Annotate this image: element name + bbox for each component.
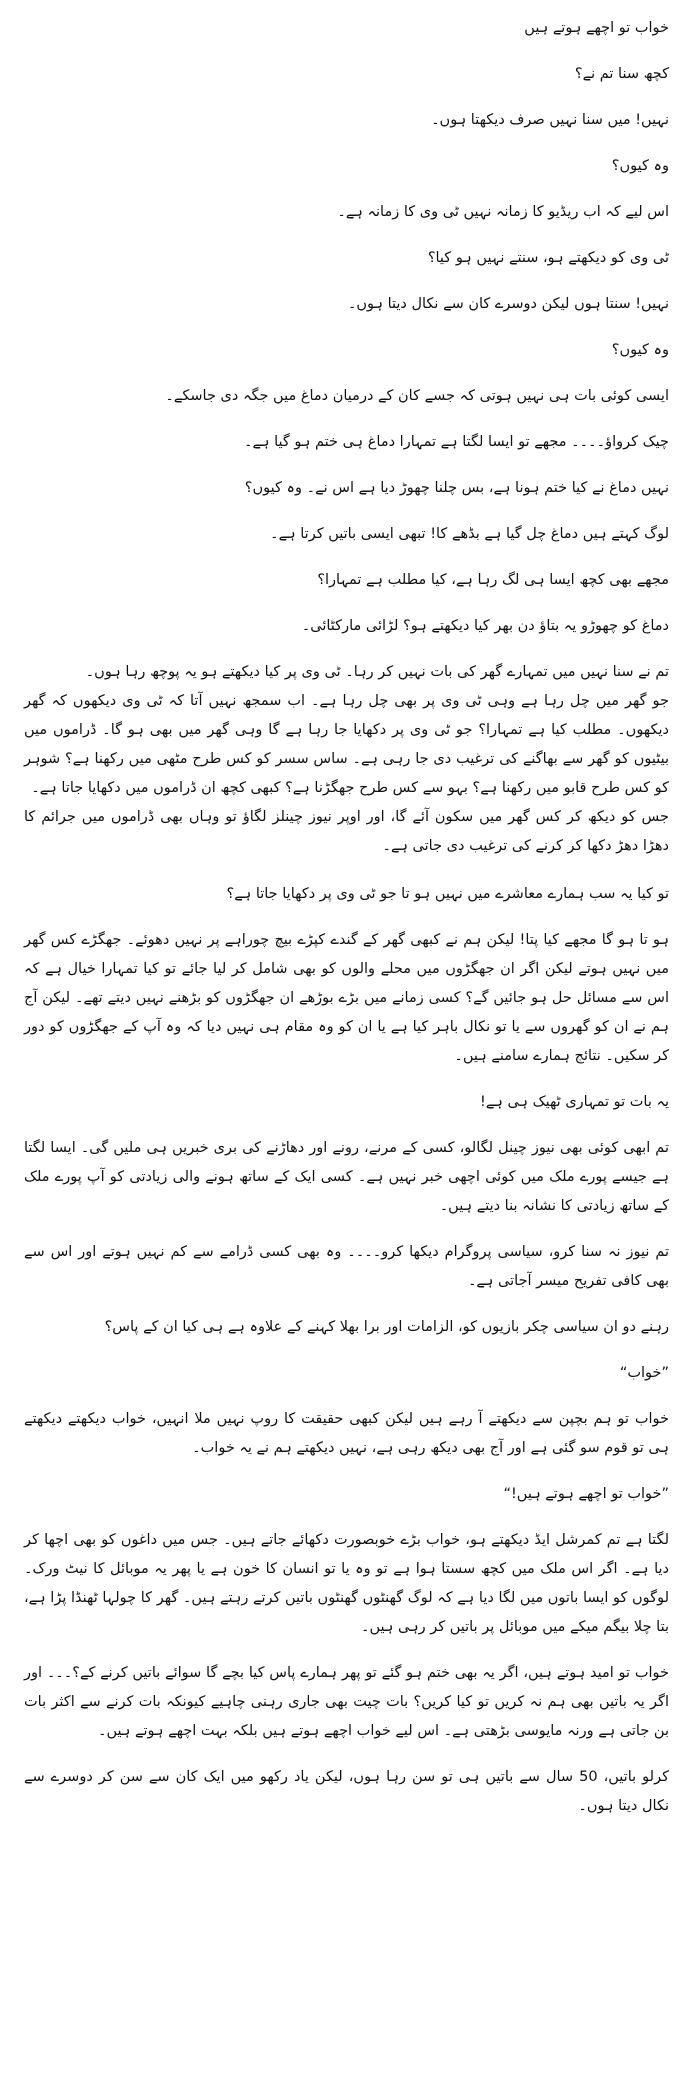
dialogue-line: نہیں! سنتا ہوں لیکن دوسرے کان سے نکال دیتا ہوں۔: [347, 296, 669, 312]
paragraph: لگتا ہے تم کمرشل ایڈ دیکھتے ہو، خواب بڑے خوبصورت دکھائے جاتے ہیں۔ جس میں داغوں کو بھی اچھا کر دیا ہے۔ اگر اس ملک میں کچھ سستا ہوا ہے تو وہ یا تو انسان کا خون ہے یا پھر یہ موبائل کا نیٹ ورک۔ لوگوں کو ایسا باتوں میں لگا دیا ہے کہ لوگ گھنٹوں گھنٹوں باتیں کرتے رہتے ہیں۔ گھر کا چولہا ٹھنڈا پڑا ہے، بتا چلا بیگم میکے میں موبائل پر باتیں کر رہی ہیں۔: [24, 1532, 669, 1635]
paragraph: جو گھر میں چل رہا ہے وہی ٹی وی پر بھی چل رہا ہے۔ اب سمجھ نہیں آتا کہ ٹی وی دیکھوں کہ گھر دیکھوں۔ مطلب کیا ہے تمہارا؟ جو ٹی وی پر دکھایا جا رہا ہے گا وہی گھر میں بھی ہو گا۔ ڈراموں میں بیٹیوں کو گھر سے بھاگنے کی ترغیب دی جا رہی ہے۔ ساس سسر کو کس طرح مٹھی میں رکھنا ہے؟ شوہر کو کس طرح قابو میں رکھنا ہے؟ بہو سے کس طرح جھگڑنا ہے؟ کبھی کچھ ان ڈراموں میں دکھایا جاتا ہے۔: [24, 693, 669, 796]
dialogue-line: اس لیے کہ اب ریڈیو کا زمانہ نہیں ٹی وی کا زمانہ ہے۔: [337, 204, 669, 220]
dialogue-line: نہیں! میں سنا نہیں صرف دیکھتا ہوں۔: [431, 112, 669, 128]
dialogue-line: مجھے بھی کچھ ایسا ہی لگ رہا ہے، کیا مطلب ہے تمہارا؟: [317, 572, 669, 588]
dialogue-line: ٹی وی کو دیکھتے ہو، سنتے نہیں ہو کیا؟: [427, 250, 669, 266]
dialogue-line: تم نے سنا نہیں میں تمہارے گھر کی بات نہیں کر رہا۔ ٹی وی پر کیا دیکھتے ہو یہ پوچھ رہا ہوں۔: [85, 664, 669, 680]
dialogue-line: تو کیا یہ سب ہمارے معاشرے میں نہیں ہو تا جو ٹی وی پر دکھایا جاتا ہے؟: [226, 886, 669, 902]
paragraph: تم ابھی کوئی بھی نیوز چینل لگالو، کسی کے مرنے، رونے اور دھاڑنے کی بری خبریں ہی ملیں گی۔ ایسا لگتا ہے جیسے پورے ملک میں کوئی اچھی خبر نہیں ہے۔ کسی ایک کے ساتھ ہونے والی زیادتی کو آپ پورے ملک کے ساتھ زیادتی کا نشانہ بنا دیتے ہیں۔: [24, 1140, 669, 1214]
dialogue-line: ایسی کوئی بات ہی نہیں ہوتی کہ جسے کان کے درمیان دماغ میں جگہ دی جاسکے۔: [165, 388, 669, 404]
dialogue-line: خواب تو اچھے ہوتے ہیں: [524, 20, 669, 36]
dialogue-line: رہنے دو ان سیاسی چکر بازیوں کو، الزامات اور برا بھلا کہنے کے علاوہ ہے ہی کیا ان کے پاس؟: [104, 1319, 669, 1335]
dialogue-line: نہیں دماغ نے کیا ختم ہونا ہے، بس چلنا چھوڑ دیا ہے اس نے۔ وہ کیوں؟: [244, 480, 669, 496]
paragraph: ہو تا ہو گا مجھے کیا پتا! لیکن ہم نے کبھی گھر کے گندے کپڑے بیچ چوراہے پر نہیں دھوئے۔ جھگڑے کس گھر میں نہیں ہوتے لیکن اگر ان جھگڑوں میں محلے والوں کو بھی شامل کر لیا جائے تو کیا تمہارا خیال ہے کہ اس سے مسائل حل ہو جائیں گے؟ کسی زمانے میں بڑے بوڑھے ان جھگڑوں کو بڑھنے نہیں دیتے تھے۔ لیکن آج ہم نے ان کو گھروں سے یا تو نکال باہر کیا ہے یا ان کو وہ مقام ہی نہیں دیا کہ وہ آپ کے جھگڑوں کو دور کر سکیں۔ نتائج ہمارے سامنے ہیں۔: [24, 932, 669, 1064]
paragraph: خواب تو امید ہوتے ہیں، اگر یہ بھی ختم ہو گئے تو پھر ہمارے پاس کیا بچے گا سوائے باتیں کرنے کے؟۔۔۔ اور اگر یہ باتیں بھی ہم نہ کریں تو کیا کریں؟ بات چیت بھی جاری رہنی چاہیے کیونکہ بات کرنے سے اکثر بات بن جاتی ہے ورنہ مایوسی بڑھتی ہے۔ اس لیے خواب اچھے ہوتے ہیں بلکہ بہت اچھے ہوتے ہیں۔: [24, 1665, 669, 1739]
dialogue-line: وہ کیوں؟: [611, 342, 669, 358]
closing-line: کرلو باتیں، 50 سال سے باتیں ہی تو سن رہا ہوں، لیکن یاد رکھو میں ایک کان سے سن کر دوسرے سے نکال دیتا ہوں۔: [24, 1769, 669, 1814]
dialogue-line: کچھ سنا تم نے؟: [574, 66, 669, 82]
paragraph: خواب تو ہم بچپن سے دیکھتے آ رہے ہیں لیکن کبھی حقیقت کا روپ نہیں ملا انہیں، خواب دیکھتے دیکھتے ہی تو قوم سو گئی ہے اور آج بھی دیکھ رہی ہے، نہیں دیکھتے ہم نے یہ خواب۔: [24, 1411, 669, 1456]
dialogue-line: چیک کرواؤ۔۔۔۔ مجھے تو ایسا لگتا ہے تمہارا دماغ ہی ختم ہو گیا ہے۔: [243, 434, 669, 450]
dialogue-line: لوگ کہتے ہیں دماغ چل گیا ہے بڈھے کا! تبھی ایسی باتیں کرتا ہے۔: [270, 526, 669, 542]
quoted-word: ”خواب“: [619, 1365, 669, 1381]
dialogue-line: تم نیوز نہ سنا کرو، سیاسی پروگرام دیکھا کرو۔۔۔۔ وہ بھی کسی ڈرامے سے کم نہیں ہوتے اور اس سے بھی کافی تفریح میسر آجاتی ہے۔: [24, 1244, 669, 1289]
quoted-line: ”خواب تو اچھے ہوتے ہیں!“: [503, 1486, 669, 1502]
paragraph: جس کو دیکھ کر کس گھر میں سکون آئے گا، اور اوپر نیوز چینلز لگاؤ تو وہاں بھی ڈراموں میں جرائم کا دھڑا دھڑ دکھا کر کرنے کی ترغیب دی جاتی ہے۔: [24, 809, 669, 854]
dialogue-line: یہ بات تو تمہاری ٹھیک ہی ہے!: [480, 1094, 669, 1110]
dialogue-line: دماغ کو چھوڑو یہ بتاؤ دن بھر کیا دیکھتے ہو؟ لڑائی مارکٹائی۔: [301, 618, 669, 634]
dialogue-line: وہ کیوں؟: [611, 158, 669, 174]
